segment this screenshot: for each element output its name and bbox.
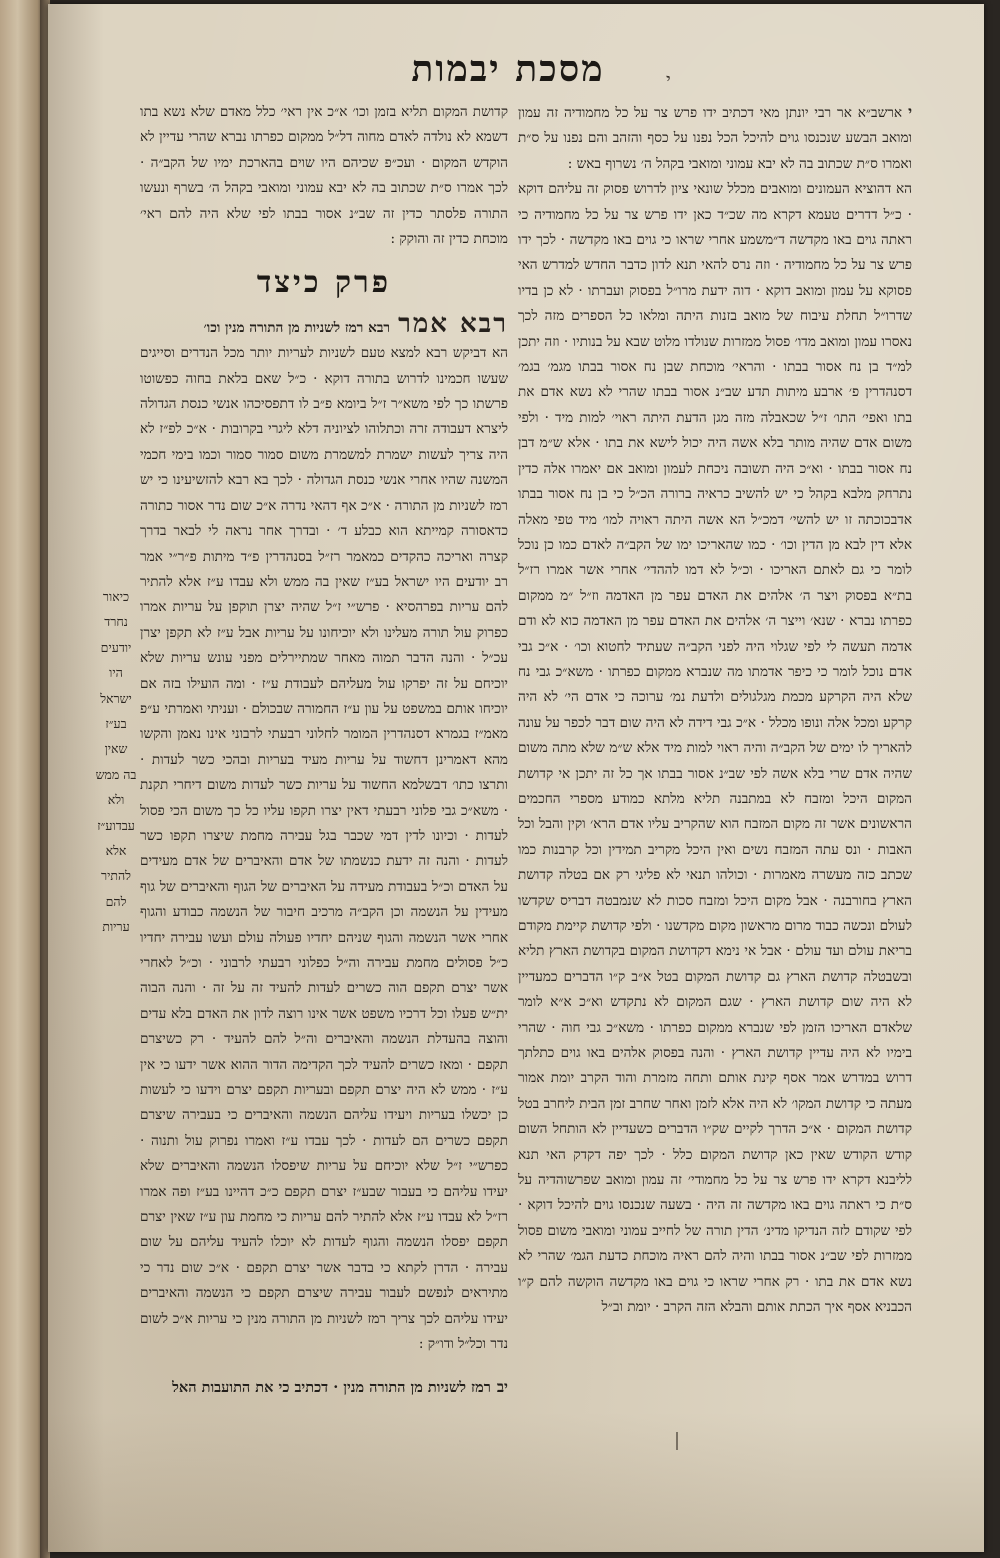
opening-lead: רבא רמז לשניות מן התורה מנין וכו׳ <box>203 319 391 336</box>
side-gloss <box>94 584 138 940</box>
gloss-line: ישראל <box>100 690 132 706</box>
gloss-line: נחרד <box>104 614 128 630</box>
gloss-line: בע״ז <box>105 716 127 732</box>
gloss-line: היו <box>109 665 123 681</box>
left-page-edge <box>0 0 44 1558</box>
ink-mark <box>676 1432 678 1450</box>
left-intro: קדושת המקום תליא בזמן וכו׳ א״כ אין ראי׳ כלל מאדם שלא נשא בתו דשמא לא נולדה לאדם מחוה דל״ל ממקום כפרתו נברא שהרי עדיין לא הוקדש המקום · ועכ״פ שכיהם היו שוים בהארכת ימיו של הקב״ה · לכך אמרו ס״ת שכתוב בה לא יבא עמוני ומואבי בקהל ה׳ בשרף ונעשו התורה פלסתר כדין זה שב״נ אסור בבתו לפי שלא היה להם ראי׳ מוכחת כדין זה והוקק : <box>140 104 508 248</box>
mishnah-text: רמז לשניות מן התורה מנין · דכתיב כי את התועבות האל <box>172 1379 491 1396</box>
mishnah-number: יב <box>496 1378 508 1396</box>
chapter-title: פרק כיצד <box>256 265 392 301</box>
gloss-line: ולא <box>107 792 125 808</box>
right-paragraph <box>518 100 912 177</box>
paragraph-text: הא דהוציא העמונים ומואבים מכלל שונאי ציון לדרוש פסוק זה עליהם דוקא · כ״ל דדרים טעמא דקרא מה שכ״ד כאן ידו פרש צר על כל מחמודיה כי ראתה גוים באו מקדשה ד״משמע אחרי שראו כי גוים באו מקדשה · לכך ידו פרש צר על כל מחמודיה · וזה נרס להאי תנא לדון כדבר החדש למדרש האי פסוקא על עמון ומואב דוקא · דוה ידעת מרו״ל בפסוק ועברתו · לא כן בדיו שדרו״ל תחלת עיבוח של מואב בזנות היתה ומלאו כל הספרים מזה לכך נאסרו עמון ומואב מדו׳ פסול ממזרות שנולדו מלוט שבא על בנותיו · וזה יתכן למ״ד בן נח אסור בבתו · והראי׳ מוכחת שבן נח אסור בבתו מגמ׳ בגמ׳ דסנהדרין פ׳ ארבע מיתות תדע שב״נ אסור בבתו שהרי לא נשא אדם את בתו ואפי׳ התו׳ ז״ל שכאבלה מזה מגן הדעת היתה ראוי׳ למות מיד · ולפי משום אדם שהיה מותר בלא אשה היה יכול לישא את בתו · אלא ש״מ דבן נח אסור בבתו · וא״כ היה תשובה ניכחת לעמון ומואב אם יאמרו אלה כדין נתרחק מלבא בקהל כי יש להשיב כראיה ברורה הכ״ל כי בן נח אסור בבתו אדבכוכתה זו יש להשי׳ דמכ״ל הא אשה היתה ראויה למו׳ מיד טפי מאלה אלא דין לבא מן הדין וכו׳ · כמו שהאריכו ימו של הקב״ה לאדם כמו כן נוכל לומר כי גם לאתם האריכו · וכ״ל לא דמו לההדי׳ אחרי אשר אמרו רז״ל בת״א בפסוק ויצר ה׳ אלהים את האדם עפר מן האדמה וז״ל ״מ ממקום כפרתו נברא · שנא׳ וייצר ה׳ אלהים את האדם עפר מן האדמה כוא לא ודם אדמה תעשה לי לפי שגלוי היה לפני הקב״ה שעתיד לחטוא וכו׳ · א״כ גבי אדם נוכל לומר כי כיפר אדמתו מה שנברא ממקום כפרתו · משא״כ גבי נח שלא היה הקרקע מכמת מגלגולים ולדעת נמ׳ ערוכה כי אדם הי׳ לא היה קרקע ומכל אלה ונופו מכלל · א״כ גבי דידה לא היה שום דבר לכפר על עונה להאריך לו ימים של הקב״ה והיה ראוי למות מיד אלא ש״מ שלא מתה משום שהיה אדם שרי בלא אשה לפי שב״נ אסור בבתו אך כל זה יתכן אי קדושת המקום היכל ומזבח לא במתבנה תליא מלתא כמודע מספרי החכמים הראשונים אשר זה מקום המזבח הוא שהקריב עליו אדם הרא׳ וקין והבל וכל האבות · ונס עתה המזבח נשים ואין היכל מקריב תמידין וכל קרבנות כמו שכתב כזה מעשרה מאמרות · וכולהו תנאי לא פליגי רק אם בטלה קדושת הארץ בחורבנה · אבל מקום היכל ומזבח סכות לא שנמבטה דבריס שקדשו לעולם ונכשה כבוד מרום מראשון מקום מקדשנו · ולפי קדושת קיימת מקודם בריאת עולם ועד עולם · אבל אי נימא דקדושת המקום בקדושת הארץ תליא ובשבטלה קדושת הארץ גם קדושת המקום בטל א״ב ק״ו הדברים כמעדיין לא היה שום קדושת הארץ · שגם המקום לא נתקדש וא״כ א״א לומר שלאדם האריכו הזמן לפי שנברא ממקום כפרתו · משא״כ גבי חוה · שהרי בימיו לא היה עדיין קדושת הארץ · והנה בפסוק אלהים באו גוים כתלתך דרוש במדרש אמר אסף קינת אותם ותחה מזמרת והוד הקרב יומת אמור מעתה כי קדושת המקו׳ לא היה אלא לזמן ואחר שחרב זמן הבית ליחרב בטל קדושת המקום · א״כ הדרך לקיים שק״ו הדברים כשעדיין לא הותחל השום קודש הקודש שאין כאן קדושת המקום כלל · לכך יפה דקדק האי תנא לליבנא דקרא ידו פרש צר על כל מחמודי׳ זה עמון ומואב שפרשוהדיה על ס״ת כי ראתה גוים באו מקדשה זה היה · בשעה שנכנסו גוים להיכל דוקא · לפי שקודם לזה הנדיקו מדינ׳ הדין תורה של לחייב עמוני ומואבי משום פסול ממזרות לפי שב״נ אסור בבתו והיה להם ראיה מוכחת כדעת הגמ׳ שהרי לא נשא אדם את בתו · רק אחרי שראו כי גוים באו מקדשה הוקשה להם ק״ו הכבניא אסף איך הכתת אותם והבלא הזה הקרב · יומת וב״ל <box>518 181 912 1316</box>
folio-page <box>48 4 984 1552</box>
chapter-opening <box>140 308 508 341</box>
paragraph-text: ארשב״א אר רבי יונתן מאי דכתיב ידו פרש צר על כל מחמודיה זה עמון ומואב הבשע שנכנסו גוים להיכל הכל נפנו על כסף והזהב והם נפנו על ס״ת ואמרו ס״ת שכתוב בה לא יבא עמוני ומואבי בקהל ה׳ נשרוף באש : <box>518 105 912 172</box>
gloss-line: להתיר <box>100 868 132 884</box>
running-title-mark: י <box>666 70 671 91</box>
paragraph-number: י <box>908 103 912 121</box>
gloss-line: עבדוע״ז <box>97 817 135 833</box>
right-column <box>518 100 912 1500</box>
gloss-line: יודעים <box>100 639 132 655</box>
gloss-line: להם <box>105 893 127 909</box>
left-body: הא דביקש רבא למצא טעם לשניות לעריות יותר מכל הנדרים וסייגים שעשו חכמינו לדרוש בתורה דוקא · כ״ל שאם בלאת בחוה כפשוטו פרשתו כך לפי משא״ר ז״ל ביומא פ״ב לו דתפסיכהו אנשי כנסת הגדולה ליצרא דעבודה זרה וכתלוהו לציוניה דלא ליגרי בקרובות · א״כ לפ״ז לא היה צריך לעשות ישמרת למשמרת משום סמור סמור וכמו בימי חכמי המשנה שהיו אחרי אנשי כנסת הגדולה · לכך בא רבא להזשיעינו כי יש רמז לשניות מן התורה · א״כ אף דהאי נדרה א״כ שום נדר אסור כתורה כדאסורה קמייתא הוא כבלע ד׳ · ובדרך אחר נראה לי לבאר בדרך קצרה ואריכה כהקדים כמאמר רז״ל בסנהדרין פ״ד מיתות פ״ר״י אמר רב יודעים היו ישראל בע״ז שאין בה ממש ולא עבדו ע״ז אלא להתיר להם עריות בפרהסיא · פרש״י ז״ל שהיה יצרן תוקפן על עריות אמרו כפרוק עול תורה מעלינו ולא יוכיחונו על עריות אבל ע״ז לא תקפן יצרן עכ״ל · והנה הדבר תמוה מאחר שמתיירלים מפני עונש עריות שלא יוכיחם על זה יפרקו עול מעליהם לעבודת ע״ז · ומה הועילו בזה אם יוכיחו אותם במשפט על עון ע״ז החמורה שבכולם · ועניתי ואמרתי ע״פ מאמ״ז בגמרא דסנהדרין המומר לחלוני רבעתי לרבוני אינו נאמן והקשו מהא דאמרינן דחשוד על עריות מעיד בעריות ובהכי כשר לעדות · ותרצו כתו׳ דבשלמא החשוד על עריות כשר לעדות משום דיחרי תקנת · משא״כ גבי פלוני רבעתי דאין יצרו תקפו עליו כל כך משום הכי פסול לעדות · וכיונו לדין דמי שכבר בגל עבירה מחמת שיצרו תקפו כשר לעדות · והנה זה ידעת כנשמתו של אדם והאיברים של אדם מעידים על האדם וכ״ל בעבודת מעידה על האיברים של הגוף והאיברים של גוף מעידין על הנשמה וכן הקב״ה מרכיב חיבור של הנשמה כבודע והגוף אחרי אשר הנשמה והגוף שניהם יחדיו פעולה עולם ועשו עבירה יחדיו כ״ל פסולים מחמת עבירה וה״ל כפלוני רבעתי לרבוני · וכ״ל לאחרי אשר יצרם תקפם הוה כשרים לעדות להעיד זה על זה · והנה הבוה ית״ש פעלו וכל דרכיו משפט אשר אינו רוצה לדון את האדם בלא עדים והוצה בהעדלת הנשמה והאיברים וה״ל להם להעיד · רק כשיצרם תקפם · ומאז כשרים להעיד לכך הקדימה הדור ההוא אשר ידעו כי אין ע״ז · ממש לא היה יצרם תקפם ובעריות תקפם יצרם וידעו כי לעשות כן יכשלו בעריות ויעידו עליהם הנשמה והאיברים כי בעבירה שיצרם תקפם כשרים הם לעדות · לכך עבדו ע״ז ואמרו נפרוק עול ותנוה · כפרש״י ז״ל שלא יוכיחם על עריות שיפסלו הנשמה והאיברים שלא יעידו עליהם כי בעבור שבע״ז יצרם תקפם כ״כ דהיינו בע״ז ופה אמרו רז״ל לא עבדו ע״ז אלא להתיר להם עריות כי מחמת עון ע״ז שאין יצרם תקפם יפסלו הנשמה והגוף לעדות לא יוכלו להעיד עליהם על שום עבירה · הדרן לקתא כי בדבר אשר יצרם תקפם · א״כ שום נדר כי מתיראים לנפשם לעבור עבירה שיצרם תקפם כי הנשמה והאיברים יעידו עליהם לכך צריך רמז לשניות מן התורה מנין כי עריות א״כ לשום נדר וכל״ל ודו״ק : <box>140 345 508 1353</box>
gloss-line: כיאור <box>102 589 130 604</box>
gloss-line: שאין <box>104 741 128 757</box>
running-title: מסכת יבמות <box>411 48 605 90</box>
opening-word: רבא אמר <box>398 308 508 339</box>
gloss-line: אלא <box>105 843 127 859</box>
gloss-line: בה ממש <box>95 766 137 782</box>
bottom-mishnah <box>140 1376 508 1399</box>
gloss-line: עריות <box>102 919 130 935</box>
right-paragraph <box>518 177 912 1320</box>
left-column <box>140 100 508 1460</box>
